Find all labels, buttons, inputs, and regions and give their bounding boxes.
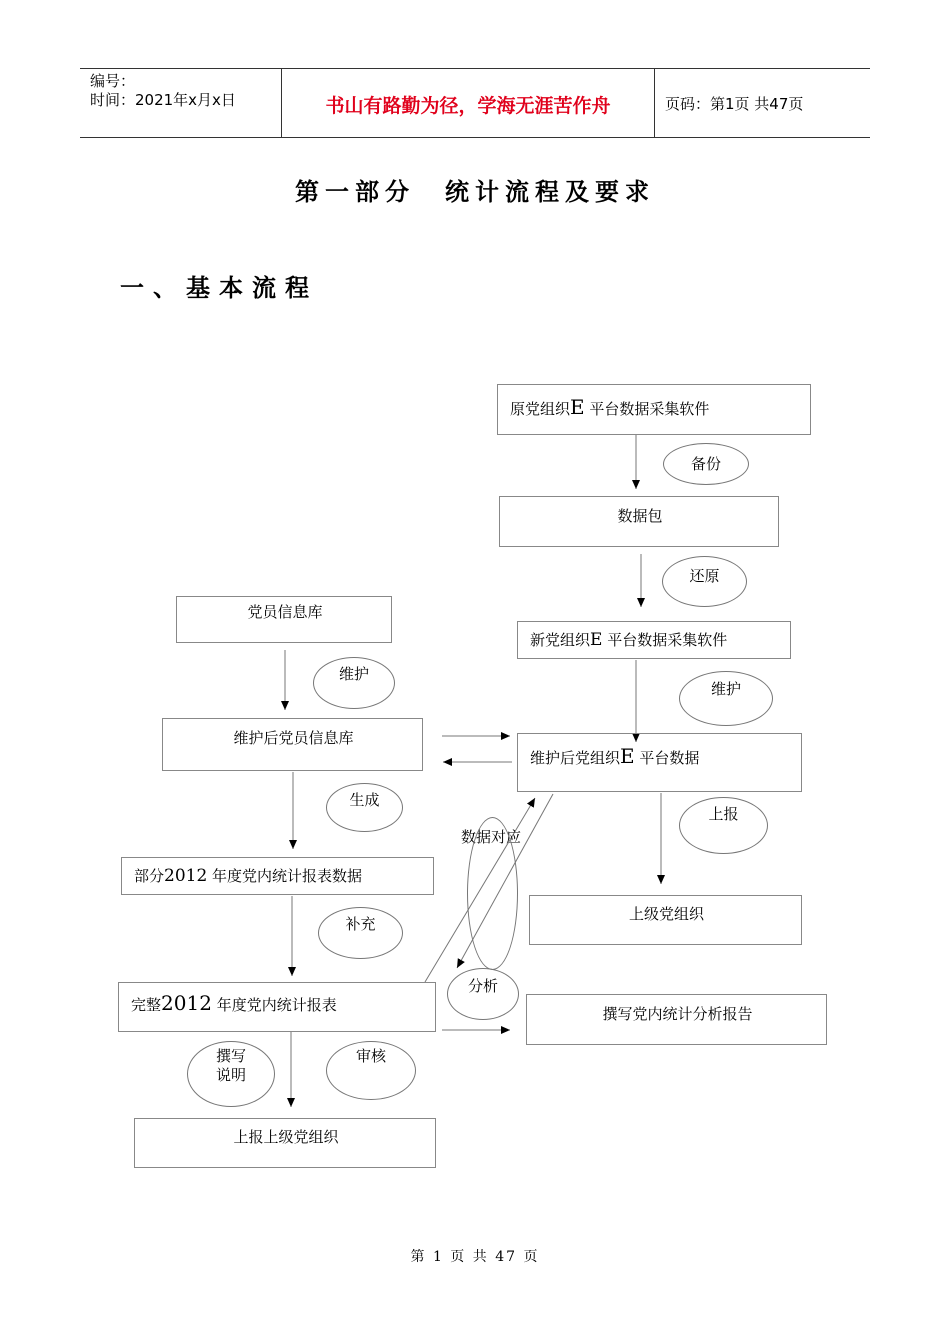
box-text: 平台数据采集软件 (602, 631, 728, 649)
ellipse-maintain-left: 维护 (313, 657, 395, 709)
box-text: 原党组织 (510, 400, 571, 418)
page-info: 页码：第1页 共47页 (665, 95, 804, 113)
box-text: 年度党内统计报表 (211, 996, 337, 1014)
box-text: 新党组织 (530, 631, 591, 649)
ellipse-report-up: 上报 (679, 797, 768, 854)
box-maintained-e-platform-data (517, 733, 802, 792)
box-text: E (570, 395, 585, 419)
box-new-collection-software (517, 621, 791, 659)
box-submit-superior (134, 1118, 436, 1168)
label-data-mapping: 数据对应 (461, 828, 522, 846)
section-heading: 一、基本流程 (120, 273, 318, 302)
box-superior-party-org (529, 895, 802, 945)
title-subject: 统计流程及要求 (445, 177, 655, 206)
box-text: 2012 (164, 866, 208, 886)
box-analysis-report (526, 994, 827, 1045)
ellipse-review: 审核 (326, 1041, 416, 1100)
ellipse-backup: 备份 (663, 443, 749, 485)
page-footer: 第 1 页 共 47 页 (410, 1249, 540, 1265)
motto: 书山有路勤为径，学海无涯苦作舟 (325, 95, 611, 117)
ellipse-text: 说明 (215, 1066, 246, 1084)
box-complete-report (118, 982, 436, 1032)
ellipse-data-mapping (467, 817, 518, 970)
box-text: 2012 (161, 991, 212, 1015)
box-text: 平台数据采集软件 (584, 400, 710, 418)
box-text: 上级党组织 (628, 905, 704, 923)
box-data-package (499, 496, 779, 547)
box-text: 维护后党员信息库 (233, 729, 354, 747)
ellipse-write-note (187, 1041, 275, 1107)
box-member-database (176, 596, 392, 643)
ellipse-maintain-right: 维护 (679, 671, 773, 726)
ellipse-generate: 生成 (326, 783, 403, 832)
box-text: 数据包 (617, 507, 663, 525)
box-text: 平台数据 (634, 749, 700, 767)
box-partial-report-data (121, 857, 434, 895)
box-maintained-member-database (162, 718, 423, 771)
box-text: 上报上级党组织 (233, 1128, 339, 1146)
box-original-collection-software (497, 384, 811, 435)
time-label: 时间：2021年x月x日 (90, 91, 236, 109)
ellipse-restore: 还原 (662, 556, 747, 607)
box-text: 撰写党内统计分析报告 (602, 1005, 753, 1023)
box-text: 年度党内统计报表数据 (207, 867, 363, 885)
title-part: 第一部分 (295, 177, 415, 206)
ellipse-text: 撰写 (215, 1047, 246, 1065)
box-text: 完整 (131, 996, 162, 1014)
box-text: 部分 (134, 867, 165, 885)
box-text: 维护后党组织 (530, 749, 621, 767)
ellipse-analysis: 分析 (447, 968, 519, 1020)
box-text: E (590, 630, 603, 650)
ellipse-supplement: 补充 (318, 907, 403, 959)
box-text: 党员信息库 (247, 603, 323, 621)
box-text: E (620, 744, 635, 768)
code-label: 编号： (90, 72, 136, 90)
